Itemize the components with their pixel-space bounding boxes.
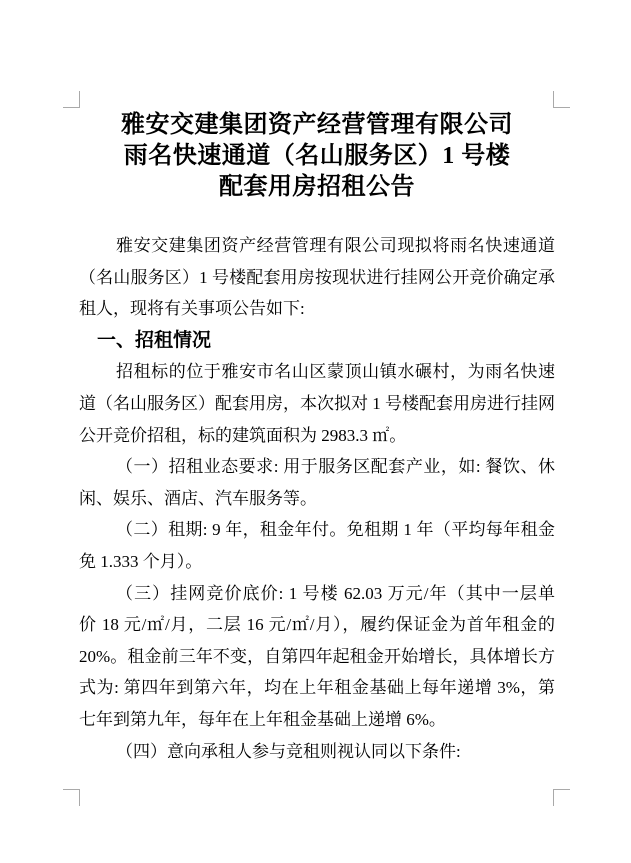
paragraph-line: 道（名山服务区）配套用房，本次拟对 1 号楼配套用房进行挂网 [79,393,555,413]
paragraph-line: 七年到第九年，每年在上年租金基础上递增 6%。 [79,709,446,729]
paragraph-line: （一）招租业态要求: 用于服务区配套产业，如: 餐饮、休 [116,457,555,477]
text-boundary-mark-top-left [63,91,80,108]
paragraph-line: （二）租期: 9 年，租金年付。免租期 1 年（平均每年租金 [116,520,555,540]
document-content [79,0,555,767]
text-boundary-mark-bottom-right [553,789,570,806]
paragraph [79,736,555,768]
paragraph-line: 雅安交建集团资产经营管理有限公司现拟将雨名快速通道 [116,236,555,255]
text-boundary-mark-top-right [553,91,570,108]
section-heading-text: 一、招租情况 [97,329,212,351]
paragraph-line: 20%。租金前三年不变，自第四年起租金开始增长，具体增长方 [79,646,555,666]
paragraph-line: 式为: 第四年到第六年，均在上年租金基础上每年递增 3%，第 [79,678,555,698]
paragraph-line: 租人，现将有关事项公告如下: [79,299,305,319]
paragraph-line: （四）意向承租人参与竞租则视认同以下条件: [116,741,461,761]
paragraph-line: 价 18 元/㎡/月，二层 16 元/㎡/月），履约保证金为首年租金的 [79,615,555,635]
document-title-line-2: 雨名快速通道（名山服务区）1 号楼 [123,143,511,169]
paragraph-line: 闲、娱乐、酒店、汽车服务等。 [79,488,317,508]
paragraph-line: （名山服务区）1 号楼配套用房按现状进行挂网公开竞价确定承 [79,267,555,287]
paragraph-line: 免 1.333 个月）。 [79,551,203,571]
paragraph-line: 公开竞价招租，标的建筑面积为 2983.3 ㎡。 [79,425,407,445]
paragraph-line: 招租标的位于雅安市名山区蒙顶山镇水碾村，为雨名快速 [116,362,555,382]
paragraph [79,230,555,325]
paragraph [79,578,555,736]
document-title-line-3: 配套用房招租公告 [219,174,415,200]
paragraph [79,356,555,451]
paragraph-line: （三）挂网竞价底价: 1 号楼 62.03 万元/年（其中一层单 [116,583,555,603]
document-body [79,230,555,767]
paragraph [79,451,555,514]
paragraph [79,514,555,577]
document-title-line-1: 雅安交建集团资产经营管理有限公司 [121,112,513,138]
text-boundary-mark-bottom-left [63,789,80,806]
section-heading [79,325,555,357]
document-title [79,110,555,203]
